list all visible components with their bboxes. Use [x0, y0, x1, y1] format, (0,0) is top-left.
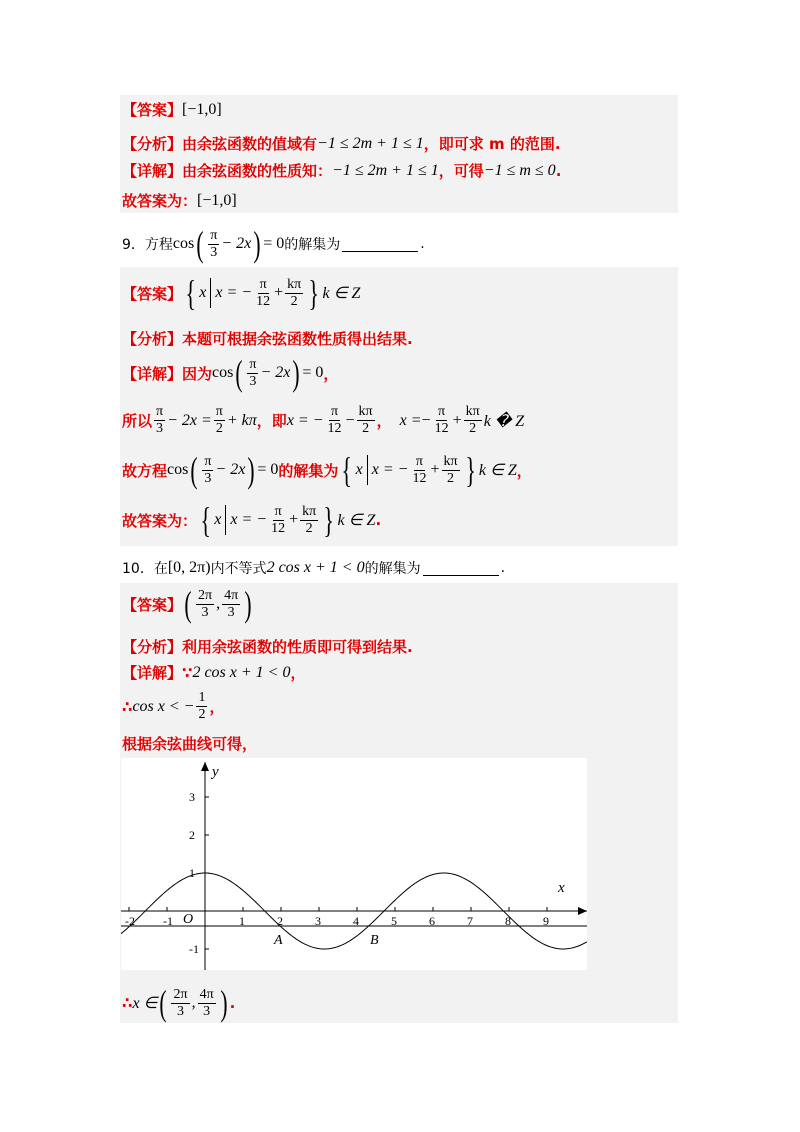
frac-4pi-3 [222, 588, 240, 621]
question-mid: 内不等式 [210, 561, 267, 577]
left-paren: ( [190, 450, 198, 490]
curve-text: 根据余弦曲线可得， [122, 735, 258, 753]
numerator: kπ [443, 453, 458, 469]
period: . [500, 560, 506, 576]
analysis-text-end: ，即可求 m 的范围. [423, 135, 561, 153]
frac-kpi-2 [357, 404, 375, 437]
answer-tag: 【答案】 [122, 595, 183, 614]
k-in-z: k ∈ Z [322, 285, 361, 302]
denominator: 2 [362, 421, 370, 436]
therefore-symbol: ∴ [122, 994, 133, 1012]
detail-tag: 【详解】 [122, 162, 183, 180]
x-equals-alt: x = [399, 411, 422, 429]
analysis-text: 由余弦函数的值域有 [182, 135, 318, 153]
x-tick-label: 3 [315, 914, 321, 928]
numerator: kπ [465, 404, 480, 419]
question-tail: 的解集为 [284, 237, 341, 253]
denominator: 3 [177, 1003, 185, 1019]
frac-pi-12 [410, 454, 428, 487]
because-symbol: ∵ [182, 663, 193, 682]
numerator: 4π [199, 986, 214, 1002]
cos-label: cos [172, 235, 195, 252]
detail-mid: ，可得 [438, 162, 484, 180]
denominator: 12 [271, 520, 286, 536]
denominator: 2 [198, 707, 206, 722]
numerator: kπ [287, 276, 302, 292]
answer-value: [−1,0] [182, 100, 222, 118]
x-equals: x = − [286, 411, 324, 429]
q9-answer-line [122, 275, 360, 311]
set-var: x [355, 461, 363, 478]
plus: + [430, 461, 440, 478]
numerator: 4π [224, 587, 239, 603]
frac-kpi-2 [285, 277, 303, 310]
therefore-text: 故方程 [122, 461, 168, 480]
y-axis-arrow [201, 762, 209, 771]
y-axis-label: y [212, 764, 219, 780]
x-tick-label: 9 [543, 914, 549, 928]
denominator: 2 [305, 520, 313, 536]
minus-2x: − 2x [260, 364, 291, 381]
right-brace: } [308, 273, 320, 313]
frac-2pi-3 [171, 987, 189, 1020]
answer-tag: 【答案】 [122, 101, 183, 119]
numerator: 2π [198, 587, 213, 603]
x-axis-arrow [578, 907, 587, 915]
pi-over-3 [202, 454, 213, 487]
cos-label: cos [212, 364, 234, 381]
question-number: 9．方程 [122, 237, 173, 253]
answer-blank [342, 237, 418, 252]
plus: + [274, 284, 284, 301]
denominator: 3 [210, 244, 218, 260]
numerator: π [415, 453, 423, 469]
final-dot: . [375, 511, 382, 529]
q10-analysis-line [122, 636, 413, 657]
right-brace: } [465, 450, 476, 490]
y-tick-label: -1 [189, 942, 199, 956]
frac-4pi-3 [198, 987, 216, 1020]
frac-pi-12 [254, 277, 272, 310]
detail-math: −1 ≤ 2m + 1 ≤ 1 [332, 161, 439, 179]
frac-kpi-2-alt [464, 404, 482, 437]
q9-final-line [122, 502, 381, 538]
q9-analysis-line [122, 328, 413, 349]
inequality: 2 cos x + 1 < 0 [266, 559, 365, 576]
numerator: π [259, 276, 267, 292]
q8-detail-line [122, 160, 561, 181]
frac-2pi-3 [196, 588, 214, 621]
denominator: 2 [290, 293, 298, 309]
right-paren: ) [292, 353, 300, 393]
minus-2x-equals: − 2x = [167, 411, 212, 429]
numerator: π [204, 453, 212, 469]
origin-label: O [183, 912, 194, 927]
left-paren: ( [184, 584, 192, 624]
x-tick-label: 4 [353, 914, 359, 928]
cos-label: cos [167, 461, 189, 478]
comma-math: , [216, 595, 221, 612]
set-bar [225, 505, 226, 535]
numerator: kπ [358, 404, 373, 419]
analysis-text: 利用余弦函数的性质即可得到结果. [182, 638, 413, 656]
interval: [0, 2π) [167, 559, 211, 576]
pi-over-2 [214, 404, 225, 437]
comma-math: , [191, 994, 196, 1011]
denominator: 3 [201, 604, 209, 620]
x-axis-label: x [558, 880, 565, 896]
numerator: π [215, 404, 223, 419]
q10-question [122, 558, 505, 578]
denominator: 2 [215, 421, 223, 436]
cosine-graph [121, 758, 587, 970]
frac-pi-12-alt [433, 404, 451, 437]
pi-over-3 [154, 404, 165, 437]
so-text: 所以 [122, 412, 153, 430]
analysis-tag: 【分析】 [122, 638, 183, 656]
x-in: x ∈ [132, 995, 158, 1012]
set-var: x [214, 511, 222, 528]
q9-therefore-line [122, 452, 532, 488]
question-tail: 的解集为 [364, 561, 421, 577]
numerator: π [156, 404, 164, 419]
question-number: 10．在 [122, 561, 168, 577]
left-brace: { [200, 500, 211, 540]
left-brace: { [341, 450, 353, 490]
numerator: π [438, 404, 446, 419]
point-a-label: A [274, 933, 283, 948]
numerator: kπ [302, 503, 317, 519]
left-brace: { [185, 273, 196, 313]
x-tick-label: 8 [505, 914, 511, 928]
y-tick-label: 1 [189, 866, 195, 880]
x-tick-label: -2 [125, 914, 135, 928]
q8-analysis-line [122, 133, 561, 154]
q10-detail-line [122, 662, 306, 683]
denominator: 3 [156, 421, 164, 436]
x-equals: x = − [215, 284, 253, 301]
answer-blank [423, 561, 499, 576]
right-paren: ) [253, 224, 261, 264]
right-paren: ) [220, 983, 228, 1023]
q10-final-line [122, 985, 235, 1021]
point-b-label: B [370, 933, 379, 948]
numerator: π [330, 404, 339, 419]
denominator: 2 [469, 421, 477, 436]
frac-kpi-2 [442, 454, 460, 487]
minus: − [421, 411, 431, 429]
minus-2x: − 2x [221, 235, 252, 252]
denominator: 12 [434, 421, 449, 436]
equals-zero: = 0 [263, 235, 285, 252]
plus: + [452, 411, 462, 429]
frac-pi-12 [269, 504, 287, 537]
x-tick-label: -1 [163, 914, 173, 928]
detail-text: 由余弦函数的性质知： [182, 162, 333, 180]
x-equals: x = − [371, 461, 409, 478]
x-tick-label: 5 [391, 914, 397, 928]
inequality: 2 cos x + 1 < 0 [192, 663, 291, 681]
denominator: 12 [256, 293, 271, 309]
numerator: 1 [198, 690, 206, 705]
q9-detail-line [122, 355, 338, 391]
set-var: x [199, 284, 207, 301]
q8-final-line [122, 190, 237, 211]
frac-kpi-2 [300, 504, 318, 537]
frac-pi-12 [326, 404, 344, 437]
q10-therefore-line [122, 690, 224, 723]
left-paren: ( [196, 224, 204, 264]
detail-tag: 【详解】 [122, 364, 183, 383]
q9-question [122, 226, 425, 262]
right-paren: ) [244, 584, 252, 624]
set-bar [210, 278, 211, 308]
final-value: [−1,0] [197, 191, 237, 209]
detail-math-2: −1 ≤ m ≤ 0 [483, 161, 556, 179]
denominator: 3 [204, 470, 212, 486]
minus: − [345, 411, 355, 429]
final-tag: 故答案为： [122, 192, 198, 210]
equals-zero: = 0 [302, 364, 324, 381]
k-in-z: k ∈ Z [337, 512, 376, 529]
plus: + [289, 511, 299, 528]
comma: ， [376, 412, 392, 430]
comma: ， [323, 364, 339, 383]
replacement-char-tail: k � Z [483, 412, 525, 430]
denominator: 3 [203, 1003, 211, 1019]
therefore-symbol: ∴ [122, 697, 133, 716]
detail-tag: 【详解】 [122, 664, 183, 682]
q8-answer-line [122, 99, 222, 120]
cosx-less-than: cos x < − [132, 697, 195, 715]
q10-curve-line [122, 733, 257, 754]
pi-over-3 [208, 228, 219, 261]
numerator: 2π [173, 986, 188, 1002]
numerator: π [249, 356, 257, 372]
left-paren: ( [235, 353, 243, 393]
pi-over-3 [247, 357, 258, 390]
analysis-math: −1 ≤ 2m + 1 ≤ 1 [317, 134, 424, 152]
plus-kpi: + kπ [226, 411, 257, 429]
frac-1-2 [196, 690, 207, 723]
x-tick-label: 6 [429, 914, 435, 928]
analysis-tag: 【分析】 [122, 330, 183, 348]
x-tick-label: 7 [467, 914, 473, 928]
because-text: 因为 [182, 364, 213, 383]
equals-zero: = 0 [257, 461, 279, 478]
q9-so-line [122, 404, 524, 437]
right-brace: } [323, 500, 335, 540]
numerator: π [210, 227, 218, 243]
detail-end: . [555, 161, 562, 180]
x-tick-label: 1 [239, 914, 245, 928]
right-paren: ) [247, 450, 255, 490]
comma: ， [516, 461, 532, 480]
final-tag: 故答案为： [122, 511, 198, 530]
period: . [420, 236, 425, 252]
comma: ， [290, 664, 306, 682]
final-dot: . [229, 994, 236, 1012]
denominator: 3 [227, 604, 235, 620]
solution-word: 的解集为 [278, 461, 339, 480]
answer-tag: 【答案】 [122, 284, 183, 303]
y-tick-label: 2 [189, 828, 195, 842]
left-paren: ( [159, 983, 168, 1023]
denominator: 2 [447, 470, 455, 486]
denominator: 3 [249, 373, 257, 389]
comma: ， [209, 698, 225, 716]
denominator: 12 [412, 470, 427, 486]
set-bar [367, 455, 368, 485]
q10-answer-line [122, 586, 254, 622]
analysis-tag: 【分析】 [122, 135, 183, 153]
x-equals: x = − [230, 511, 268, 528]
x-tick-label: 2 [277, 914, 283, 928]
k-in-z: k ∈ Z [478, 462, 517, 479]
denominator: 12 [327, 421, 342, 436]
minus-2x: − 2x [215, 461, 246, 478]
ji-text: ，即 [256, 412, 287, 430]
analysis-text: 本题可根据余弦函数性质得出结果. [182, 330, 413, 348]
y-tick-label: 3 [189, 790, 195, 804]
numerator: π [274, 503, 282, 519]
